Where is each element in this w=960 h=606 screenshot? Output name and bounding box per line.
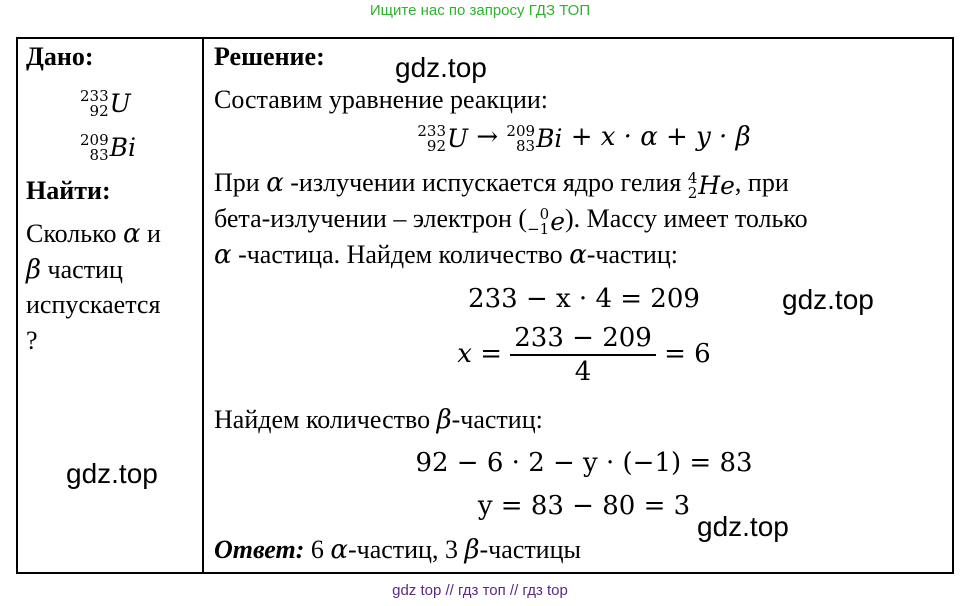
paragraph-line-1: При α -излучении испускается ядро гелия 4 2 He, при — [214, 168, 789, 203]
bismuth-nuclide: 209 83 Bi — [80, 131, 137, 165]
fraction: $\frac{233 - 209}{4}$ — [510, 322, 656, 388]
solution-intro: Составим уравнение реакции: — [214, 85, 549, 114]
given-bismuth — [80, 130, 136, 163]
paragraph-line-2: бета-излучении – электрон ( 0 −1 e). Массу имеет только — [214, 204, 808, 239]
given-heading: Дано: — [26, 42, 94, 71]
watermark: gdz.top — [782, 284, 874, 315]
solution-heading: Решение: — [214, 42, 325, 71]
bottom-banner: gdz top // гдз топ // гдз top — [392, 582, 568, 599]
watermark: gdz.top — [697, 511, 789, 542]
paragraph-line-3: α -частица. Найдем количество α-частиц: — [214, 240, 678, 270]
watermark: gdz.top — [395, 52, 487, 83]
find-line-3: испускается — [26, 290, 161, 319]
top-banner: Ищите нас по запросу ГДЗ ТОП — [369, 2, 591, 19]
reaction-equation: 233 92 U → 209 83 Bi + x · α + y · β — [417, 121, 751, 155]
find-line-1: Сколько α и — [26, 219, 161, 249]
answer-line: Ответ: 6 α-частиц, 3 β-частицы — [214, 535, 581, 565]
given-uranium — [80, 86, 131, 119]
watermark: gdz.top — [66, 458, 158, 489]
find-line-2: β частиц — [26, 255, 123, 285]
find-heading: Найти: — [26, 176, 111, 205]
uranium-nuclide: 233 92 U — [80, 87, 131, 121]
equation-4: y = 83 − 80 = 3 — [477, 491, 691, 521]
equation-2: x = $\frac{233 - 209}{4}$ = 6 — [457, 323, 711, 387]
find-line-4: ? — [26, 326, 38, 355]
equation-3: 92 − 6 · 2 − y · (−1) = 83 — [415, 448, 753, 478]
beta-intro: Найдем количество β-частиц: — [214, 405, 543, 435]
equation-1: 233 − x · 4 = 209 — [468, 284, 700, 314]
column-divider — [202, 37, 204, 574]
